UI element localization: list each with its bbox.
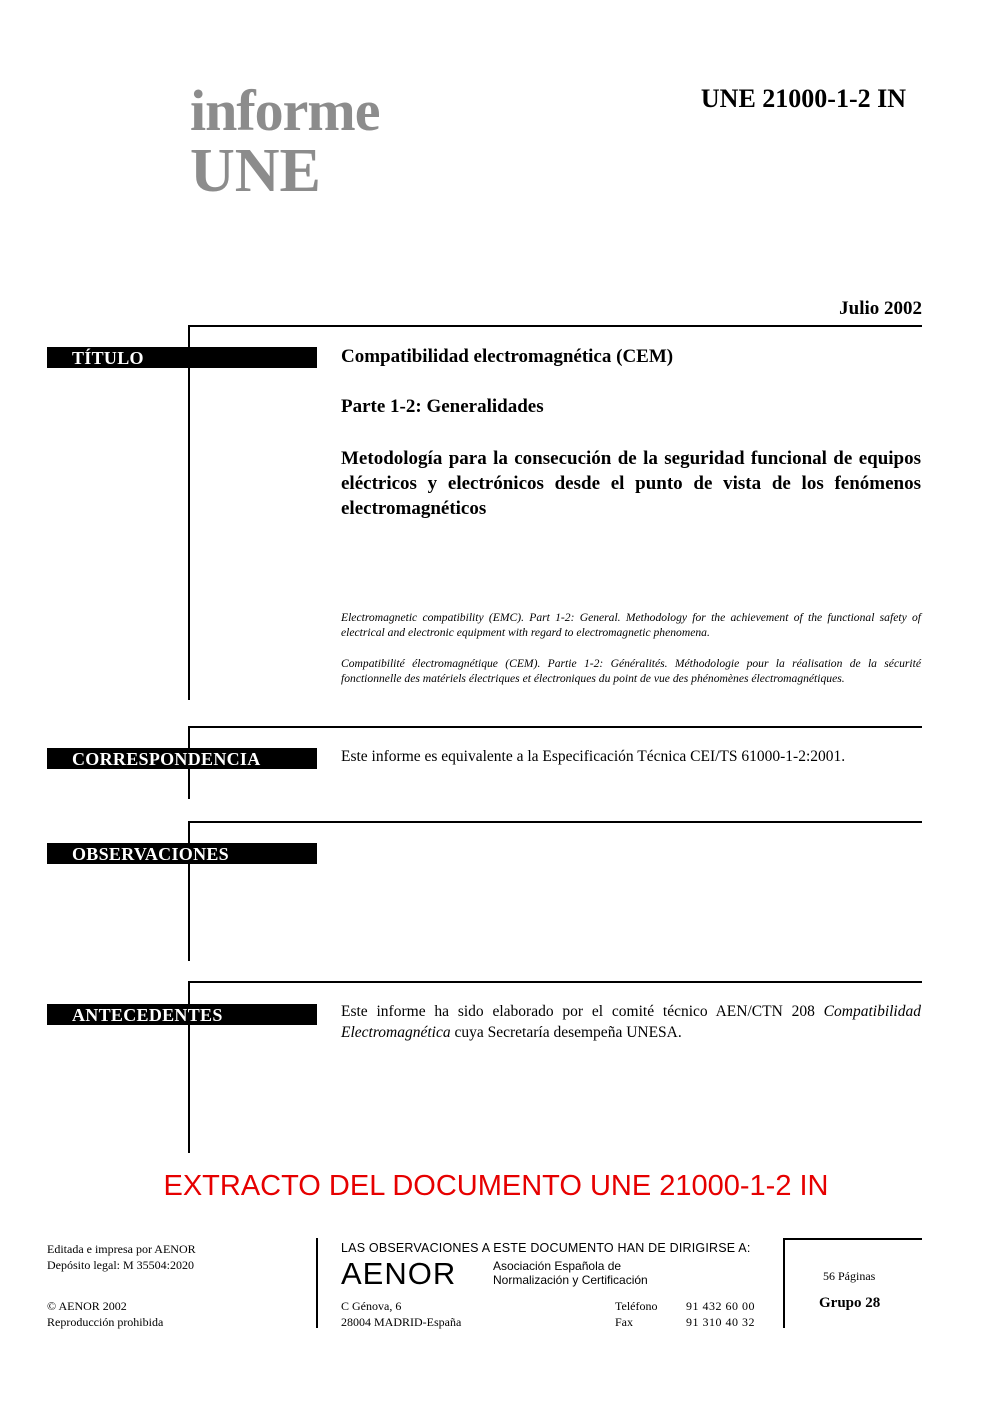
footer-address	[341, 1298, 461, 1330]
footer-publisher	[47, 1241, 196, 1273]
extract-watermark: EXTRACTO DEL DOCUMENTO UNE 21000-1-2 IN	[163, 1170, 829, 1202]
antecedentes-text-start: Este informe ha sido elaborado por el comité técnico AEN/CTN 208	[341, 1003, 824, 1020]
footer-observaciones-heading: LAS OBSERVACIONES A ESTE DOCUMENTO HAN DE DIRIGIRSE A:	[341, 1241, 751, 1255]
footer-contact-labels	[615, 1298, 657, 1330]
brand-informe: informe	[190, 78, 380, 143]
telefono-label: Teléfono	[615, 1299, 658, 1313]
aenor-association-line1: Asociación Española de	[493, 1259, 622, 1273]
correspondencia-text: Este informe es equivalente a la Especificación Técnica CEI/TS 61000-1-2:2001.	[341, 748, 846, 765]
committee-name: Compatibilidad Electromagnética	[341, 1003, 921, 1041]
title-method: Metodología para la consecución de la seguridad funcional de equipos eléctricos y electrónicos desde el punto de vista de los fenómenos electromagnéticos	[341, 448, 921, 519]
section-vrule-observaciones	[188, 821, 190, 961]
section-rule-correspondencia	[188, 726, 922, 728]
price-group: Grupo 28	[819, 1295, 881, 1311]
title-french: Compatibilité électromagnétique (CEM). Partie 1-2: Généralités. Méthodologie pour la réalisation de la sécurité fonctionnelle des matériels électriques et électroniques du point de vue des phénomènes électromagnétiques.	[341, 657, 921, 685]
footer-rights	[47, 1298, 163, 1330]
publication-date: Julio 2002	[839, 298, 922, 319]
telefono-number: 91 432 60 00	[686, 1299, 755, 1313]
section-rule-antecedentes	[188, 981, 922, 983]
footer-contact-values	[686, 1298, 755, 1330]
antecedentes-text-end: cuya Secretaría desempeña UNESA.	[450, 1024, 682, 1041]
aenor-association-line2: Normalización y Certificación	[493, 1273, 648, 1287]
footer-deposito: Depósito legal: M 35504:2020	[47, 1258, 194, 1272]
title-english: Electromagnetic compatibility (EMC). Part 1-2: General. Methodology for the achievement of the functional safety of electrical and electronic equipment with regard to electromagnetic phenomena.	[341, 611, 921, 639]
fax-label: Fax	[615, 1315, 633, 1329]
section-vrule-titulo	[188, 325, 190, 700]
footer-copyright: © AENOR 2002	[47, 1299, 127, 1313]
title-main: Compatibilidad electromagnética (CEM)	[341, 346, 674, 367]
fax-number: 91 310 40 32	[686, 1315, 755, 1329]
footer-box-top	[783, 1238, 922, 1240]
address-line2: 28004 MADRID-España	[341, 1315, 462, 1329]
aenor-logo: AENOR	[341, 1256, 457, 1291]
footer-divider-left	[316, 1238, 318, 1328]
section-rule-observaciones	[188, 821, 922, 823]
footer-divider-right	[783, 1238, 785, 1328]
section-label-observaciones: OBSERVACIONES	[47, 843, 317, 864]
section-label-antecedentes: ANTECEDENTES	[47, 1004, 317, 1025]
page-count: 56 Páginas	[823, 1269, 876, 1283]
footer-reproduccion: Reproducción prohibida	[47, 1315, 164, 1329]
address-line1: C Génova, 6	[341, 1299, 402, 1313]
antecedentes-text	[341, 1001, 921, 1043]
footer-editada: Editada e impresa por AENOR	[47, 1242, 196, 1256]
section-rule-titulo	[188, 325, 922, 327]
document-number: UNE 21000-1-2 IN	[700, 84, 906, 113]
aenor-association	[493, 1259, 648, 1287]
section-label-titulo: TÍTULO	[47, 347, 317, 368]
brand-une: UNE	[190, 137, 321, 205]
title-part: Parte 1-2: Generalidades	[341, 396, 544, 417]
section-label-correspondencia: CORRESPONDENCIA	[47, 748, 317, 769]
